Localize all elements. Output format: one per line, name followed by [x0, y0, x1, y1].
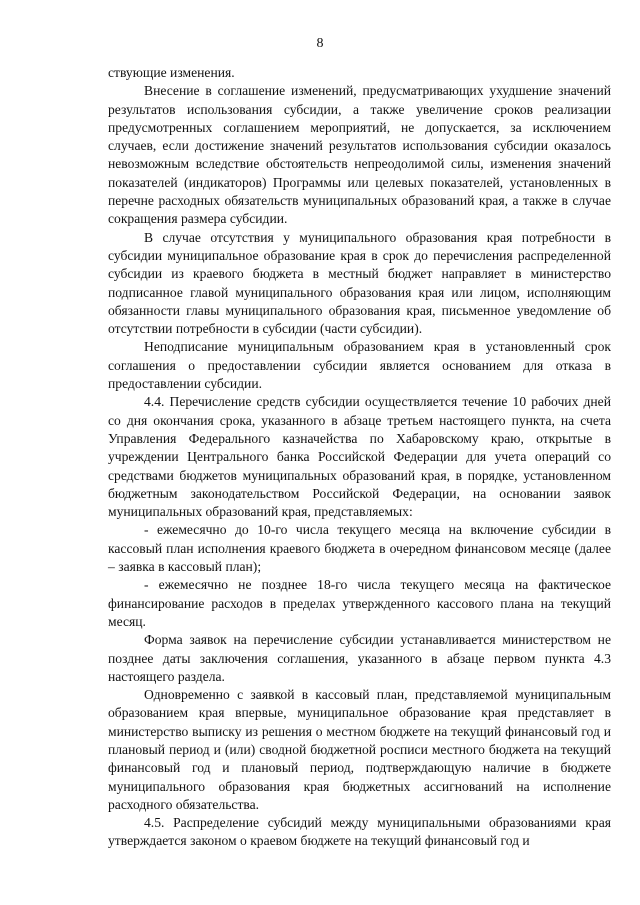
list-item-monthly-10th: - ежемесячно до 10-го числа текущего месяца на включение субсидии в кассовый план исполнения краевого бюджета в очередном финансовом месяце (далее – заявка в кассовый план);: [108, 522, 611, 575]
paragraph-continuation: ствующие изменения.: [108, 65, 235, 80]
paragraph-budget-extract: Одновременно с заявкой в кассовый план, представляемой муниципальным образованием края впервые, муниципальное образование края представляет в министерство выписку из решения о местном бюджете на текущий финансовый год и плановый период и (или) сводной бюджетной росписи местного бюджета на текущий финансовый год и плановый период, подтверждающую наличие в бюджете муниципального образования края бюджетных ассигнований на исполнение расходного обязательства.: [108, 687, 611, 812]
list-item-monthly-18th: - ежемесячно не позднее 18-го числа текущего месяца на фактическое финансирование расходов в пределах утвержденного кассового плана на текущий месяц.: [108, 577, 611, 629]
page-number: 8: [316, 36, 324, 51]
paragraph-4-5-distribution: 4.5. Распределение субсидий между муниципальными образованиями края утверждается законом о краевом бюджете на текущий финансовый год и: [108, 815, 611, 849]
paragraph-4-4-transfer: 4.4. Перечисление средств субсидии осуществляется течение 10 рабочих дней со дня окончания срока, указанного в абзаце третьем настоящего пункта, на счета Управления Федерального казначейства по Хабаровскому краю, открытые в учреждении Центрального банка Российской Федерации для учета операций со средствами бюджетов муниципальных образований края, в порядке, установленном бюджетным законодательством Российской Федерации, на основании заявок муниципальных образований края, представляемых:: [108, 394, 611, 520]
paragraph-no-need-notice: В случае отсутствия у муниципального образования края потребности в субсидии муниципальное образование края в срок до перечисления распределенной субсидии из краевого бюджета в местный бюджет направляет в министерство подписанное главой муниципального образования края или лицом, исполняющим обязанности главы муниципального образования края, письменное уведомление об отсутствии потребности в субсидии (части субсидии).: [108, 229, 611, 337]
paragraph-amendments: Внесение в соглашение изменений, предусматривающих ухудшение значений результатов использования субсидии, а также увеличение сроков реализации предусмотренных соглашением мероприятий, не допускается, за исключением случаев, если достижение значений результатов использования субсидии оказалось невозможным вследствие обстоятельств непреодолимой силы, изменения значений показателей (индикаторов) Программы или целевых показателей, установленных в перечне расходных обязательств муниципальных образований края, а также в случае сокращения размера субсидии.: [108, 83, 611, 227]
paragraph-refusal-basis: Неподписание муниципальным образованием края в установленный срок соглашения о предоставлении субсидии является основанием для отказа в предоставлении субсидии.: [108, 339, 611, 392]
paragraph-application-form: Форма заявок на перечисление субсидии устанавливается министерством не позднее даты заключения соглашения, указанного в абзаце первом пункта 4.3 настоящего раздела.: [108, 632, 611, 684]
document-body: [108, 64, 611, 851]
